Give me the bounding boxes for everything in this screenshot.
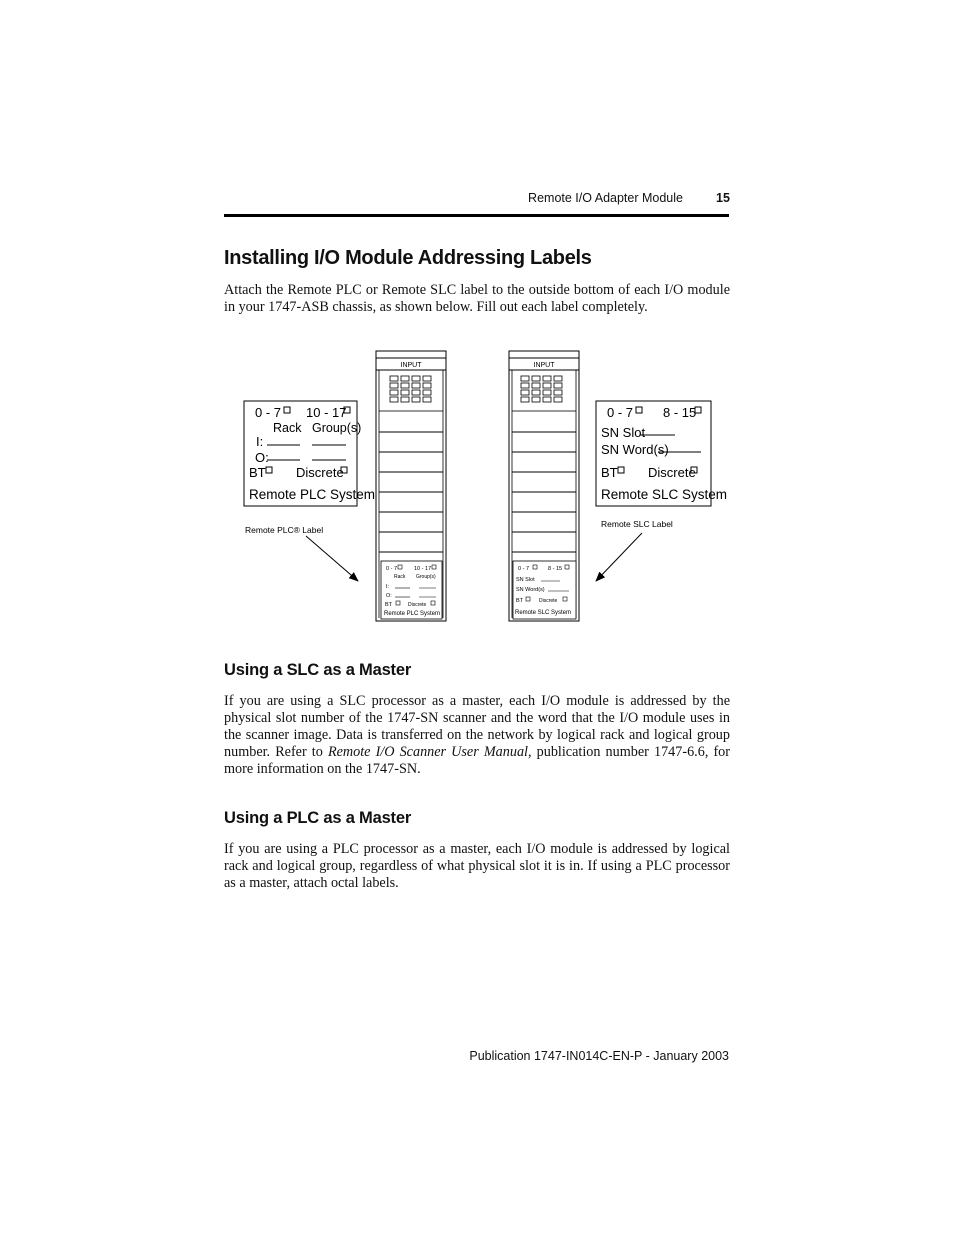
slc-master-paragraph: If you are using a SLC processor as a master, each I/O module is addressed by the physical slot number of the 1747-SN scanner and the word that the I/O module uses in the scanner image. Data is transferred on the network by logical rack and logical group number. Refer to Remote I/O Scanner User Manual, publication number 1747-6.6, for more information on the 1747-SN. <box>224 693 730 777</box>
slc-label-callout <box>596 401 727 506</box>
plc-module <box>376 351 446 621</box>
slc-bt: BT <box>601 465 618 480</box>
page-number: 15 <box>716 191 730 205</box>
plc-input-prefix: I: <box>256 434 264 449</box>
slc-range-low: 0 - 7 <box>607 405 634 420</box>
plc-module-header: INPUT <box>400 362 422 369</box>
svg-text:I:: I: <box>386 584 390 590</box>
plc-groups-heading: Group(s) <box>312 421 362 435</box>
plc-rack-heading: Rack <box>273 421 302 435</box>
slc-sn-words: SN Word(s) <box>601 442 669 457</box>
slc-module-header: INPUT <box>533 362 555 369</box>
svg-text:Remote PLC System: Remote PLC System <box>384 611 441 617</box>
plc-label-callout <box>244 401 375 506</box>
svg-text:SN Slot: SN Slot <box>516 577 535 583</box>
slc-module <box>509 351 579 621</box>
svg-text:BT: BT <box>516 598 524 604</box>
plc-master-title: Using a PLC as a Master <box>224 809 412 827</box>
plc-bt: BT <box>249 465 266 480</box>
running-title: Remote I/O Adapter Module <box>528 191 683 205</box>
slc-arrow <box>596 533 642 581</box>
slc-small-label <box>513 561 576 619</box>
slc-system: Remote SLC System <box>601 487 728 502</box>
plc-output-prefix: O: <box>255 450 269 465</box>
plc-discrete: Discrete <box>296 465 344 480</box>
slc-sn-slot: SN Slot <box>601 425 646 440</box>
scanner-manual-title: Remote I/O Scanner User Manual <box>327 744 528 760</box>
svg-text:Discrete: Discrete <box>539 598 558 604</box>
publication-footer: Publication 1747-IN014C-EN-P - January 2003 <box>469 1049 729 1063</box>
svg-text:Group(s): Group(s) <box>416 574 436 580</box>
section-title: Installing I/O Module Addressing Labels <box>224 247 592 269</box>
plc-master-paragraph: If you are using a PLC processor as a master, each I/O module is addressed by logical rack and logical group, regardless of what physical slot it is in. If using a PLC processor as a master, attach octal labels. <box>224 841 730 891</box>
svg-text:Rack: Rack <box>394 574 406 580</box>
svg-text:0 - 7: 0 - 7 <box>518 566 530 572</box>
plc-small-label <box>381 561 442 619</box>
svg-text:O:: O: <box>386 593 392 599</box>
plc-arrow <box>306 536 358 581</box>
plc-range-low: 0 - 7 <box>255 405 282 420</box>
intro-paragraph: Attach the Remote PLC or Remote SLC label to the outside bottom of each I/O module in your 1747-ASB chassis, as shown below. Fill out each label completely. <box>224 282 730 315</box>
slc-discrete: Discrete <box>648 465 696 480</box>
plc-range-high: 10 - 17 <box>306 405 347 420</box>
svg-text:8 - 15: 8 - 15 <box>548 566 563 572</box>
svg-text:Remote SLC System: Remote SLC System <box>515 610 572 616</box>
svg-text:SN Word(s): SN Word(s) <box>516 587 545 593</box>
plc-label-caption: Remote PLC® Label <box>245 525 324 535</box>
svg-text:10 - 17: 10 - 17 <box>414 566 432 572</box>
svg-text:BT: BT <box>385 602 393 608</box>
slc-master-title: Using a SLC as a Master <box>224 661 412 679</box>
svg-text:Discrete: Discrete <box>408 602 427 608</box>
slc-label-caption: Remote SLC Label <box>601 519 673 529</box>
plc-system: Remote PLC System <box>249 487 376 502</box>
svg-text:0 - 7: 0 - 7 <box>386 566 398 572</box>
slc-range-high: 8 - 15 <box>663 405 697 420</box>
